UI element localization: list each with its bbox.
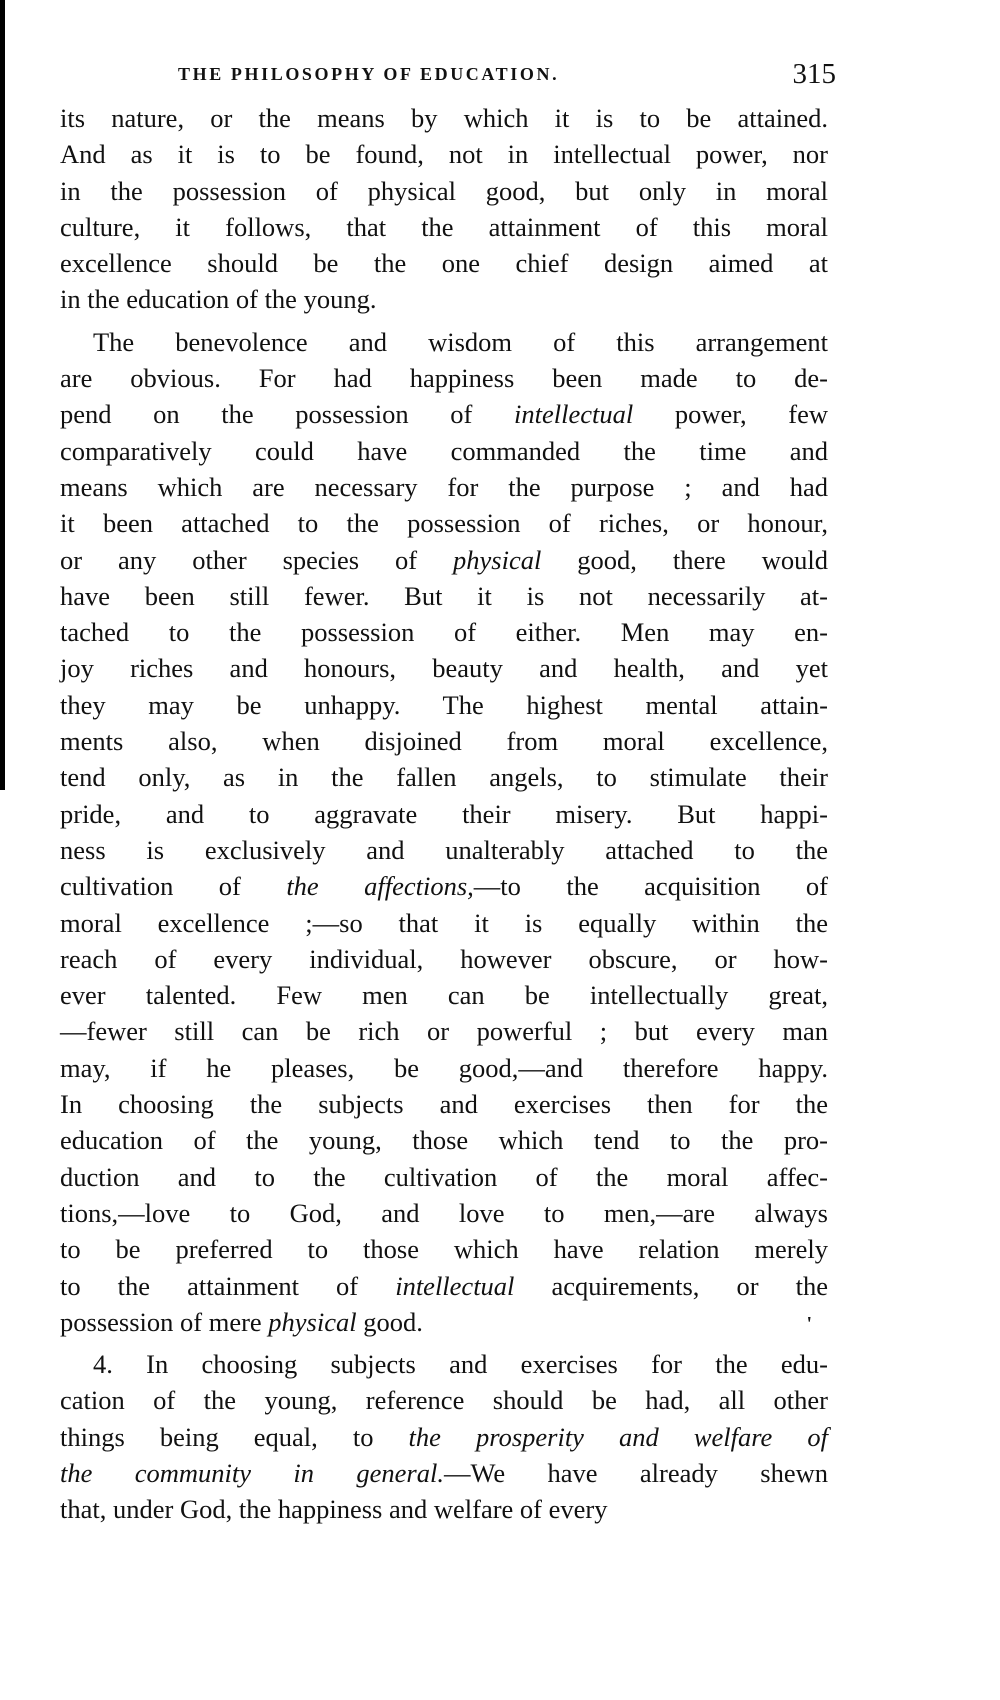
text-line	[60, 209, 828, 245]
text-line	[60, 1195, 828, 1231]
page-number: 315	[792, 58, 836, 90]
text-run: excellence should be the one chief design aimed at	[60, 248, 828, 279]
text-line	[60, 360, 828, 396]
text-line	[60, 905, 828, 941]
text-run: pride, and to aggravate their misery. But happi-	[60, 798, 828, 829]
paragraph	[60, 1346, 828, 1527]
text-line	[60, 723, 828, 759]
text-line	[60, 136, 828, 172]
text-line	[60, 977, 828, 1013]
text-line	[60, 1382, 828, 1418]
text-line	[60, 1122, 828, 1158]
italic-text: intellectual	[514, 399, 634, 430]
text-line	[60, 505, 828, 541]
italic-text: the prosperity and welfare of	[408, 1421, 828, 1452]
book-page	[60, 58, 836, 1528]
italic-text: physical	[453, 544, 542, 575]
text-run: comparatively could have commanded the time and	[60, 435, 828, 466]
text-run: power, few	[633, 399, 828, 430]
text-run: reach of every individual, however obscure, or how-	[60, 943, 828, 974]
text-line	[60, 868, 828, 904]
text-line	[60, 1013, 828, 1049]
text-line	[60, 796, 828, 832]
italic-text: the community in general.	[60, 1457, 444, 1488]
page-header	[60, 58, 836, 100]
text-line	[60, 1086, 828, 1122]
text-run: ever talented. Few men can be intellectually great,	[60, 980, 828, 1011]
text-line	[60, 1159, 828, 1195]
text-line	[60, 542, 828, 578]
scan-edge-rule	[0, 0, 5, 790]
text-line	[60, 245, 828, 281]
text-run: to be preferred to those which have relation merely	[60, 1234, 828, 1265]
text-run: cation of the young, reference should be had, all other	[60, 1385, 828, 1416]
text-line	[60, 1304, 828, 1340]
text-run: duction and to the cultivation of the moral affec-	[60, 1161, 828, 1192]
text-run: education of the young, those which tend to the pro-	[60, 1125, 828, 1156]
text-run: moral excellence ;—so that it is equally within the	[60, 907, 828, 938]
text-run: it been attached to the possession of riches, or honour,	[60, 508, 828, 539]
text-line	[60, 324, 828, 360]
italic-text: intellectual	[395, 1270, 515, 1301]
text-run: are obvious. For had happiness been made to de-	[60, 363, 828, 394]
text-run: culture, it follows, that the attainment of this moral	[60, 211, 828, 242]
text-run: tached to the possession of either. Men may en-	[60, 617, 828, 648]
paragraph	[60, 100, 828, 318]
text-run: may, if he pleases, be good,—and therefore happy.	[60, 1052, 828, 1083]
text-run: good, there would	[541, 544, 828, 575]
text-run: to the attainment of	[60, 1270, 396, 1301]
text-line	[60, 614, 828, 650]
text-line	[60, 281, 828, 317]
text-line	[60, 173, 828, 209]
body-text	[60, 100, 828, 1528]
text-run: good.	[356, 1306, 423, 1337]
text-run: in the education of the young.	[60, 284, 377, 315]
text-run: —fewer still can be rich or powerful ; but every man	[60, 1016, 828, 1047]
text-run: pend on the possession of	[60, 399, 514, 430]
text-line	[60, 578, 828, 614]
text-line	[60, 1419, 828, 1455]
text-run: ments also, when disjoined from moral excellence,	[60, 726, 828, 757]
text-line	[60, 1268, 828, 1304]
text-run: In choosing the subjects and exercises then for the	[60, 1089, 828, 1120]
text-run: possession of mere	[60, 1306, 269, 1337]
text-run: have been still fewer. But it is not necessarily at-	[60, 580, 828, 611]
text-line	[60, 1231, 828, 1267]
text-run: means which are necessary for the purpose ; and had	[60, 471, 828, 502]
text-line	[60, 1455, 828, 1491]
paragraph	[60, 324, 828, 1340]
running-head: THE PHILOSOPHY OF EDUCATION.	[178, 64, 560, 84]
text-run: its nature, or the means by which it is to be attained.	[60, 103, 828, 133]
text-line	[60, 759, 828, 795]
text-run: things being equal, to	[60, 1421, 409, 1452]
text-line	[60, 1050, 828, 1086]
text-run: —to the acquisition of	[473, 871, 828, 902]
text-line	[60, 469, 828, 505]
text-run: in the possession of physical good, but only in moral	[60, 175, 828, 206]
text-run: joy riches and honours, beauty and health, and yet	[60, 653, 828, 684]
text-line	[60, 1491, 828, 1527]
text-run: And as it is to be found, not in intellectual power, nor	[60, 139, 828, 170]
stray-print-mark: '	[806, 1312, 812, 1335]
text-line	[60, 433, 828, 469]
text-run: tions,—love to God, and love to men,—are always	[60, 1197, 828, 1228]
text-line	[60, 100, 828, 136]
text-run: acquirements, or the	[514, 1270, 828, 1301]
text-run: 4. In choosing subjects and exercises for the edu-	[93, 1349, 828, 1380]
text-run: —We have already shewn	[443, 1457, 828, 1488]
text-run: or any other species of	[60, 544, 454, 575]
text-run: ness is exclusively and unalterably attached to the	[60, 834, 828, 865]
text-line	[60, 1346, 828, 1382]
text-line	[60, 687, 828, 723]
text-run: they may be unhappy. The highest mental attain-	[60, 689, 828, 720]
text-line	[60, 832, 828, 868]
text-line	[60, 396, 828, 432]
text-run: cultivation of	[60, 871, 287, 902]
italic-text: the affections,	[286, 871, 474, 902]
italic-text: physical	[268, 1306, 357, 1337]
text-run: tend only, as in the fallen angels, to stimulate their	[60, 762, 828, 793]
text-line	[60, 650, 828, 686]
text-line	[60, 941, 828, 977]
text-run: The benevolence and wisdom of this arrangement	[93, 326, 828, 357]
text-run: that, under God, the happiness and welfare of every	[60, 1494, 608, 1525]
